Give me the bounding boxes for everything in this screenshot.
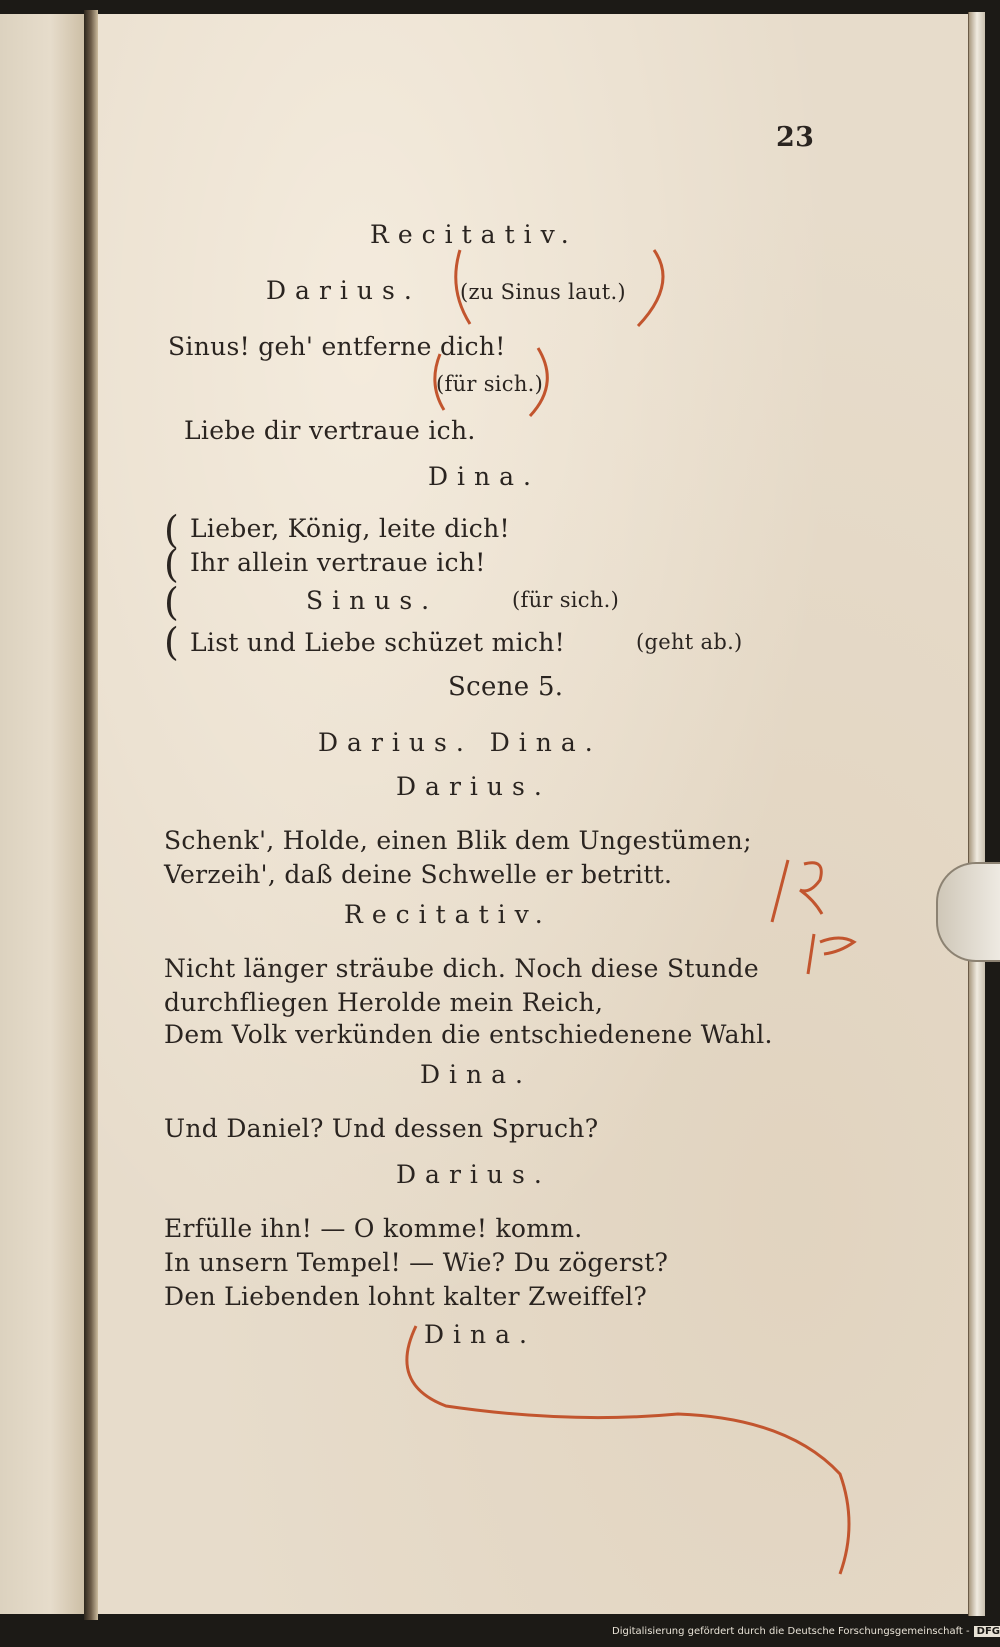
- stage-direction: (zu Sinus laut.): [460, 280, 626, 304]
- verse-line: Ihr allein vertraue ich!: [190, 548, 486, 577]
- bracket-glyph: (: [164, 542, 179, 586]
- heading-recitativ: Recitativ.: [344, 900, 552, 929]
- stage-direction: (geht ab.): [636, 630, 743, 654]
- bracket-glyph: (: [164, 580, 179, 624]
- verse-line: List und Liebe schüzet mich!: [190, 628, 565, 657]
- speaker-dina: Dina.: [420, 1060, 532, 1089]
- verse-line: Lieber, König, leite dich!: [190, 514, 510, 543]
- speakers-line: Darius. Dina.: [318, 728, 602, 757]
- book-page: [98, 14, 970, 1614]
- verse-line: Dem Volk verkünden die entschiedenene Wahl.: [164, 1020, 773, 1049]
- verse-line: Verzeih', daß deine Schwelle er betritt.: [164, 860, 673, 889]
- speaker-darius: Darius.: [266, 276, 421, 305]
- verse-line: In unsern Tempel! — Wie? Du zögerst?: [164, 1248, 669, 1277]
- stage-direction: (für sich.): [436, 372, 544, 396]
- red-pencil-marks: [98, 14, 970, 1614]
- verse-line: Den Liebenden lohnt kalter Zweiffel?: [164, 1282, 648, 1311]
- stage-direction: (für sich.): [512, 588, 620, 612]
- page-number: 23: [776, 122, 815, 153]
- speaker-darius: Darius.: [396, 1160, 551, 1189]
- speaker-dina: Dina.: [428, 462, 540, 491]
- speaker-darius: Darius.: [396, 772, 551, 801]
- bracket-glyph: (: [164, 508, 179, 552]
- left-page-edge: [0, 14, 86, 1614]
- scene-heading: Scene 5.: [448, 672, 564, 702]
- book-gutter: [84, 10, 98, 1620]
- heading-recitativ: Recitativ.: [370, 220, 578, 249]
- bracket-glyph: (: [164, 620, 179, 664]
- verse-line: Nicht länger sträube dich. Noch diese Stunde: [164, 954, 759, 983]
- footer-credit: [612, 1626, 1000, 1637]
- verse-line: Erfülle ihn! — O komme! komm.: [164, 1214, 583, 1243]
- verse-line: Sinus! geh' entferne dich!: [168, 332, 506, 361]
- verse-line: Schenk', Holde, einen Blik dem Ungestümen;: [164, 826, 752, 855]
- speaker-sinus: Sinus.: [306, 586, 439, 615]
- verse-line: durchfliegen Herolde mein Reich,: [164, 988, 604, 1017]
- bookmark-tab: [936, 862, 1000, 962]
- dfg-logo: DFG: [974, 1626, 1000, 1637]
- footer-text: Digitalisierung gefördert durch die Deutsche Forschungsgemeinschaft -: [612, 1626, 970, 1637]
- verse-line: Liebe dir vertraue ich.: [184, 416, 476, 445]
- speaker-dina: Dina.: [424, 1320, 536, 1349]
- verse-line: Und Daniel? Und dessen Spruch?: [164, 1114, 599, 1143]
- right-page-edge: [968, 12, 985, 1616]
